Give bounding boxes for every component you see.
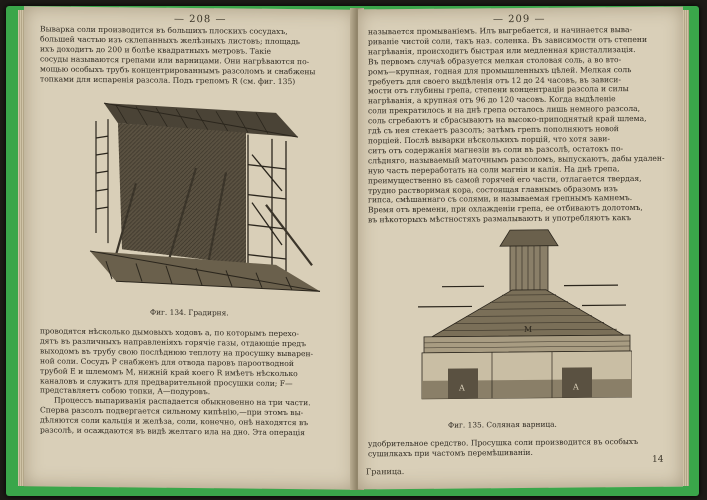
text-line: Время отъ времени, при охлажденіи грепа, ее отбиваютъ долотомъ,	[368, 203, 643, 215]
text-line: Сперва разсолъ подвергается сильному кипѣнію,—при этомъ вы-	[40, 405, 304, 418]
text-line: соли прекратилось и на днѣ грепа осталось лишь немного разсола,	[368, 104, 641, 116]
figure-caption: Фиг. 134. Градирня.	[150, 307, 229, 318]
right-page	[358, 7, 683, 490]
text-line: Процессъ выпариванія распадается обыкновенно на три части.	[54, 395, 311, 408]
text-line: сушилкахъ при частомъ перемѣшиваніи.	[368, 447, 533, 459]
figure-letter: M	[524, 324, 533, 334]
paragraph-bottom	[40, 326, 340, 438]
text-line: преимущественно въ самой горячей его части, отлагается твердая,	[368, 173, 642, 185]
page-number: — 209 —	[493, 13, 546, 26]
text-line: трудно растворимая кора, состоящая главнымъ образомъ изъ	[368, 183, 618, 195]
page-number: — 208 —	[174, 13, 227, 26]
sheet-number: 14	[652, 454, 664, 465]
text-line: мости отъ глубины грепа, степени концентраціи разсола и силы	[368, 84, 629, 96]
text-line: удобрительное средство. Просушка соли производится въ особыхъ	[368, 436, 639, 449]
paragraph-top	[40, 24, 340, 87]
page-edges-right	[683, 10, 689, 486]
text-line: нагрѣванія, а крупная отъ 96 до 120 часовъ. Когда выдѣленіе	[368, 94, 616, 106]
text-line: требуетъ для своего выдѣленія отъ 12 до 24 часовъ, въ зависи-	[368, 74, 621, 86]
figure-134-graduation-tower	[76, 93, 326, 306]
text-line: мощью особыхъ трубъ концентрированнымъ разсоломъ и снабжены	[40, 64, 316, 76]
printer-signature: Граница.	[366, 467, 405, 477]
text-line: топками для испаренія разсола. Подъ грепомъ R (см. фиг. 135)	[40, 73, 296, 86]
text-line: ихъ доходитъ до 200 и болѣе квадратныхъ метровъ. Такіе	[40, 44, 272, 56]
text-line: большей частью изъ склепанныхъ желѣзныхъ листовъ; площадь	[40, 34, 300, 47]
text-line: дятъ въ различныхъ направленіяхъ горячіе газы, отдающіе предъ	[40, 336, 306, 349]
text-line: порцiей. Послѣ выварки нѣсколькихъ порцій, что хотя зави-	[368, 134, 610, 146]
text-line: дѣляются соли кальція и желѣза, соли, конечно, онѣ находятся въ	[40, 415, 309, 428]
text-line: ромъ—крупная, годная для промышленныхъ цѣлей. Мелкая соль	[368, 64, 632, 76]
text-line: гипса, смѣшаннаго съ солями, и называемая грепнымъ камнемъ.	[368, 193, 633, 205]
figure-caption: Фиг. 135. Соляная варница.	[448, 419, 557, 430]
text-line: выходомъ въ трубу свою послѣднюю теплоту на просушку выварен-	[40, 346, 314, 359]
text-line: соль сгребаютъ и сбрасываютъ на высоко-приподнятый край шлема,	[368, 114, 647, 126]
text-line: въ нѣкоторыхъ мѣстностяхъ размалываютъ и употребляютъ какъ	[368, 213, 631, 225]
text-line: нагрѣванія, происходитъ быстрая или медленная кристаллизація.	[368, 44, 636, 57]
text-line: Въ первомъ случаѣ образуется мелкая столовая соль, а во вто-	[368, 54, 622, 67]
text-line: каналовъ и служитъ для предварительной просушки соли; F—	[40, 375, 293, 388]
text-line: называется промыванiемъ. Илъ выгребается, и начинается выва-	[368, 25, 633, 37]
figure-letter: A	[573, 382, 579, 392]
text-line: гдѣ съ нея стекаетъ разсолъ; затѣмъ грепъ пополняютъ новой	[368, 124, 619, 136]
left-page	[24, 6, 356, 489]
text-line: проводятся нѣсколько дымовыхъ ходовъ а, по которымъ перехо-	[40, 326, 299, 339]
paragraph-top	[368, 25, 668, 226]
text-line: слѣдняго, называемый маточнымъ разсоломъ, выпускаютъ, дабы удален-	[368, 153, 665, 166]
text-line: представляетъ собою топки, A—подуровъ.	[40, 385, 211, 397]
text-line: ную часть переработать на соли магнія и калія. На днѣ грепа,	[368, 163, 620, 176]
figure-letter: A	[459, 383, 465, 393]
paragraph-bottom	[368, 437, 668, 459]
text-line: Выварка соли производится въ большихъ плоскихъ сосудахъ,	[40, 24, 288, 37]
text-line: сосуды называются грепами или варницами. Они нагрѣваются по-	[40, 54, 310, 66]
text-line: разсолѣ, и осаждаются въ видѣ желтаго ила на дно. Эта операція	[40, 425, 305, 438]
text-line: риваніе чистой соли, такъ наз. соленка. Въ зависимости отъ степени	[368, 34, 648, 47]
figure-135-salt-works	[412, 227, 632, 417]
text-line: ной соли. Сосудъ P снабженъ для отвода паровъ пароотводной	[40, 356, 294, 368]
text-line: ситъ отъ содержанія магнезіи въ соли въ разсолѣ, остатокъ по-	[368, 143, 624, 156]
text-line: трубой E и шлемомъ M, нижній край коего R имѣетъ нѣсколько	[40, 366, 298, 378]
